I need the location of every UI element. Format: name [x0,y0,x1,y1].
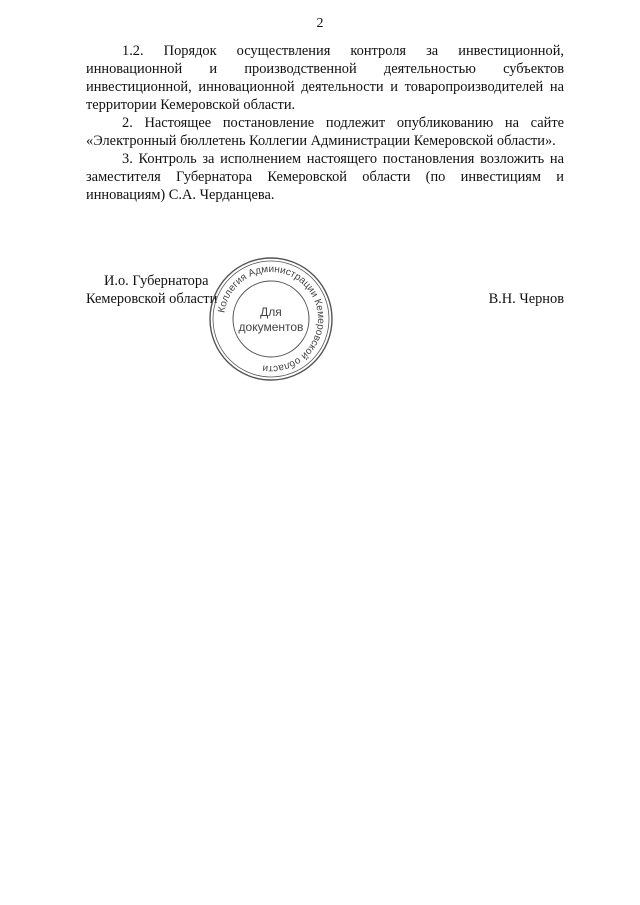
stamp-center-line1: Для [260,305,282,319]
page-number: 2 [316,16,324,31]
signature-position [86,272,217,308]
document-body [86,42,564,204]
signature-name: В.Н. Чернов [488,291,564,307]
stamp-ring-text: Коллегия Администрации Кемеровской области [216,263,327,375]
signature-position-line2: Кемеровской области [86,291,218,307]
stamp-center-line2: документов [238,320,304,334]
signature-position-line1: И.о. Губернатора [104,273,209,289]
paragraph-1-2: 1.2. Порядок осуществления контроля за инвестиционной, инновационной и производственной деятельностью субъектов инвестиционной, инновационной деятельности и товаропроизводителей на территории Кемеровской области. [86,43,564,113]
paragraph-2: 2. Настоящее постановление подлежит опубликованию на сайте «Электронный бюллетень Коллегии Администрации Кемеровской области». [86,115,564,149]
paragraph-3: 3. Контроль за исполнением настоящего постановления возложить на заместителя Губернатора Кемеровской области (по инвестициям и инновациям) С.А. Черданцева. [86,151,564,203]
official-stamp [208,256,334,382]
